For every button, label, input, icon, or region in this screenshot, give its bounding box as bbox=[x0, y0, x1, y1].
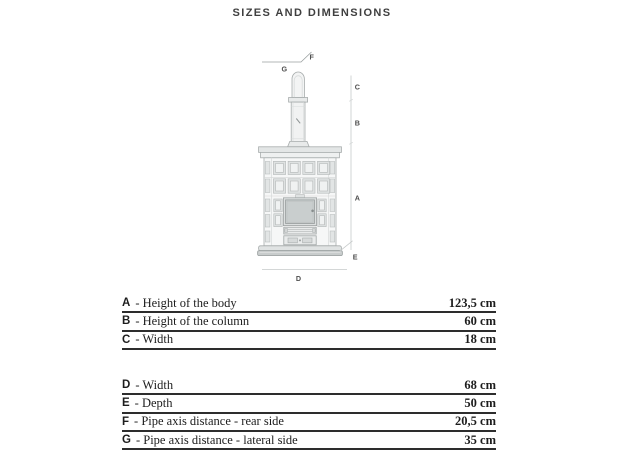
drawer bbox=[284, 227, 316, 234]
row-label: - Height of the body bbox=[135, 295, 237, 310]
row-value: 123,5 cm bbox=[448, 295, 496, 310]
row-label: - Pipe axis distance - rear side bbox=[134, 414, 284, 429]
pipe-axis-lines bbox=[262, 52, 312, 62]
row-key: C bbox=[122, 333, 131, 346]
table-row bbox=[122, 414, 496, 432]
row-label: - Pipe axis distance - lateral side bbox=[135, 432, 298, 447]
row-key: A bbox=[122, 297, 131, 310]
row-key: E bbox=[122, 397, 130, 410]
row-label: - Depth bbox=[134, 395, 173, 410]
row-label: - Width bbox=[135, 332, 174, 347]
table-row bbox=[122, 313, 496, 331]
chimney-pipe bbox=[289, 72, 308, 143]
dim-label-a: A bbox=[354, 193, 361, 203]
dim-label-c: C bbox=[354, 82, 361, 92]
row-value: 20,5 cm bbox=[455, 414, 496, 429]
column-foot bbox=[288, 141, 310, 146]
stove-diagram bbox=[240, 45, 380, 295]
row-value: 18 cm bbox=[464, 332, 496, 347]
vent-panel bbox=[284, 236, 316, 245]
dim-label-b: B bbox=[354, 118, 361, 128]
table-row bbox=[122, 377, 496, 395]
row-value: 60 cm bbox=[464, 313, 496, 328]
row-value: 35 cm bbox=[464, 432, 496, 447]
row-key: G bbox=[122, 434, 131, 447]
cornice-lip bbox=[261, 152, 340, 157]
row-value: 68 cm bbox=[464, 377, 496, 392]
dimensions-table-lower bbox=[122, 377, 496, 450]
row-key: D bbox=[122, 379, 131, 392]
door-panel bbox=[286, 200, 315, 224]
cornice-top bbox=[259, 147, 342, 153]
dim-label-f: F bbox=[309, 52, 314, 62]
table-row bbox=[122, 332, 496, 350]
row-value: 50 cm bbox=[464, 395, 496, 410]
row-key: B bbox=[122, 315, 131, 328]
table-row bbox=[122, 295, 496, 313]
dim-label-d: D bbox=[295, 274, 302, 283]
page-title: SIZES AND DIMENSIONS bbox=[232, 7, 392, 19]
row-label: - Width bbox=[135, 377, 174, 392]
pipe-collar bbox=[289, 98, 308, 103]
dim-label-g: G bbox=[281, 64, 288, 74]
dimensions-table-upper bbox=[122, 295, 496, 350]
door-latch bbox=[311, 210, 314, 213]
row-key: F bbox=[122, 415, 130, 428]
table-row bbox=[122, 432, 496, 450]
dim-label-e: E bbox=[352, 252, 358, 262]
table-row bbox=[122, 395, 496, 413]
pipe-axis-indicator bbox=[262, 52, 312, 62]
stove-base bbox=[258, 246, 343, 256]
row-label: - Height of the column bbox=[135, 313, 250, 328]
stove-body bbox=[258, 141, 343, 255]
fire-door bbox=[283, 198, 316, 226]
